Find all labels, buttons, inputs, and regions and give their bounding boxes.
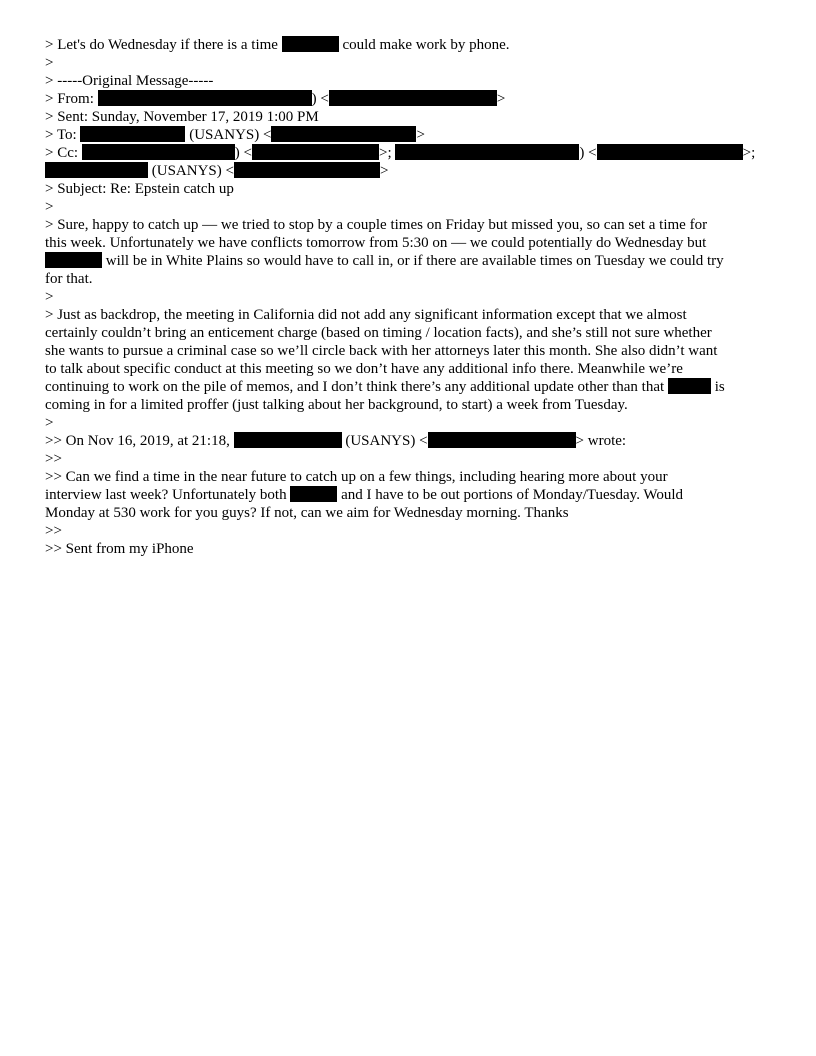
redaction-bar <box>597 144 743 160</box>
body-line: certainly couldn’t bring an enticement charge (based on timing / location facts), and she’s still not sure whether <box>45 325 712 341</box>
text-segment: interview last week? Unfortunately both <box>45 487 291 503</box>
subject-line: > Subject: Re: Epstein catch up <box>45 181 234 197</box>
redaction-bar <box>234 162 380 178</box>
body-line <box>45 486 773 504</box>
quote-marker: > <box>45 199 54 215</box>
from-label: > From: <box>45 91 98 107</box>
redaction-bar <box>290 486 337 502</box>
text-segment: > <box>379 163 389 179</box>
text-segment: and I have to be out portions of Monday/Tuesday. Would <box>337 487 684 503</box>
redaction-bar <box>252 144 379 160</box>
to-label: > To: <box>45 127 81 143</box>
text-segment: (USANYS) < <box>148 163 234 179</box>
text-segment: will be in White Plains so would have to call in, or if there are available times on Tuesday we could try <box>102 253 724 269</box>
body-line: Monday at 530 work for you guys? If not, can we aim for Wednesday morning. Thanks <box>45 505 569 521</box>
text-segment: (USANYS) < <box>341 433 428 449</box>
text-segment: > wrote: <box>575 433 627 449</box>
body-line: coming in for a limited proffer (just talking about her background, to start) a week from Tuesday. <box>45 397 628 413</box>
text-segment: > Let's do Wednesday if there is a time <box>45 37 282 53</box>
redaction-bar <box>329 90 497 106</box>
redaction-bar <box>395 144 579 160</box>
quote-marker: >> <box>45 451 62 467</box>
cc-label: > Cc: <box>45 145 82 161</box>
body-line: > Just as backdrop, the meeting in California did not add any significant information except that we almost <box>45 307 687 323</box>
redaction-bar <box>271 126 416 142</box>
quote-marker: > <box>45 55 54 71</box>
redaction-bar <box>45 162 148 178</box>
redaction-bar <box>80 126 185 142</box>
body-line: >> Can we find a time in the near future to catch up on a few things, including hearing more about your <box>45 469 668 485</box>
text-segment: >; <box>742 145 756 161</box>
redaction-bar <box>428 432 576 448</box>
quote-marker: > <box>45 289 54 305</box>
text-segment: is <box>710 379 725 395</box>
body-line: to talk about specific conduct at this meeting so we don’t have any additional info there. Meanwhile we’re <box>45 361 683 377</box>
cc-line-continued <box>45 162 773 180</box>
body-line: this week. Unfortunately we have conflicts tomorrow from 5:30 on — we could potentially do Wednesday but <box>45 235 707 251</box>
cc-line <box>45 144 773 162</box>
reply-line <box>45 36 773 54</box>
from-line <box>45 90 773 108</box>
body-line: > Sure, happy to catch up — we tried to stop by a couple times on Friday but missed you, so can set a time for <box>45 217 708 233</box>
body-line: for that. <box>45 271 93 287</box>
quote-marker: > <box>45 415 54 431</box>
text-segment: ) < <box>311 91 329 107</box>
text-segment: > <box>496 91 506 107</box>
body-line: she wants to pursue a criminal case so we’ll circle back with her attorneys later this month. She also didn’t want <box>45 343 718 359</box>
text-segment: ) < <box>579 145 597 161</box>
text-segment: >; <box>379 145 396 161</box>
body-line <box>45 252 773 270</box>
redaction-bar <box>45 252 102 268</box>
text-segment: continuing to work on the pile of memos, and I don’t think there’s any additional update other than that <box>45 379 668 395</box>
text-segment: >> On Nov 16, 2019, at 21:18, <box>45 433 234 449</box>
email-body <box>45 36 773 558</box>
signature-line: >> Sent from my iPhone <box>45 541 194 557</box>
redaction-bar <box>98 90 312 106</box>
text-segment: (USANYS) < <box>185 127 272 143</box>
sent-line: > Sent: Sunday, November 17, 2019 1:00 PM <box>45 109 319 125</box>
text-segment: could make work by phone. <box>338 37 510 53</box>
original-message-header: > -----Original Message----- <box>45 73 214 89</box>
body-line <box>45 378 773 396</box>
text-segment: > <box>416 127 425 143</box>
redaction-bar <box>234 432 342 448</box>
redaction-bar <box>282 36 339 52</box>
text-segment: ) < <box>234 145 253 161</box>
to-line <box>45 126 773 144</box>
quote-marker: >> <box>45 523 62 539</box>
attribution-line <box>45 432 773 450</box>
redaction-bar <box>82 144 235 160</box>
redaction-bar <box>668 378 711 394</box>
